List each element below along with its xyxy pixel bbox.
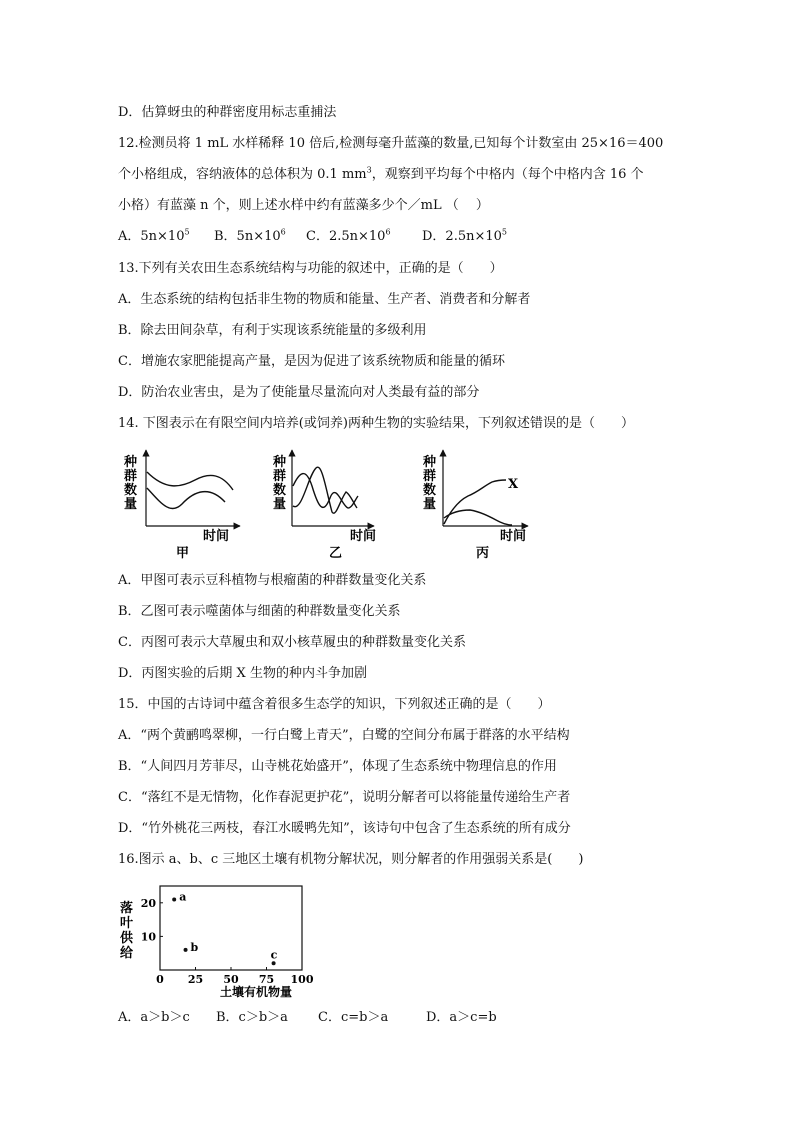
bing-curve-x-label: X: [508, 477, 519, 492]
q16-point-c: [272, 961, 276, 965]
q12-stem-line1: 12.检测员将 1 mL 水样稀释 10 倍后,检测每毫升蓝藻的数量,已知每个计数室由 25×16＝400: [118, 136, 664, 151]
q16-option-c: C．c=b＞a: [318, 1010, 389, 1025]
graph-bing: [422, 450, 528, 561]
q16-option-b: B．c＞b＞a: [216, 1010, 288, 1025]
jia-ylabel-2: 群: [124, 469, 138, 484]
q13-stem: 13.下列有关农田生态系统结构与功能的叙述中，正确的是（ ）: [118, 261, 503, 276]
q12-stem-line2: [118, 167, 644, 183]
q12-option-c: [306, 229, 422, 245]
q12-line2-sup: 3: [366, 165, 372, 175]
q16-ytick-label-1: 20: [140, 896, 156, 910]
q16-ytick-label-0: 10: [140, 930, 156, 944]
q12-option-b-base: B．5n×10: [214, 229, 281, 244]
jia-curve-lower: [147, 488, 225, 509]
q16-scatter-chart: [110, 882, 330, 1000]
yi-ylabel-1: 种: [273, 455, 287, 470]
graph-jia: [123, 450, 240, 561]
q16-options: [118, 1010, 497, 1026]
jia-ylabel-3: 数: [124, 483, 138, 498]
q16-ylabel-3: 供: [120, 931, 134, 946]
bing-ylabel-3: 数: [423, 483, 437, 498]
yi-ylabel-4: 量: [273, 497, 287, 512]
q14-option-c: C．丙图可表示大草履虫和双小核草履虫的种群数量变化关系: [118, 635, 466, 650]
q16-point-b: [184, 948, 188, 952]
q12-option-d-exp: 5: [501, 227, 507, 237]
q16-ylabel-4: 给: [120, 946, 134, 961]
q14-option-a: A．甲图可表示豆科植物与根瘤菌的种群数量变化关系: [118, 573, 427, 588]
jia-curve-upper: [147, 472, 233, 490]
yi-ylabel-2: 群: [273, 469, 287, 484]
yi-ylabel-3: 数: [273, 483, 287, 498]
q16-point-label-a: a: [179, 890, 187, 904]
q12-line2-part1: 个小格组成，容纳液体的总体积为 0.1 mm: [118, 167, 367, 182]
jia-xlabel: 时间: [203, 529, 230, 544]
bing-caption: 丙: [476, 546, 490, 561]
q16-point-label-b: b: [190, 940, 199, 954]
q16-ylabel-1: 落: [120, 901, 134, 916]
q15-stem: 15．中国的古诗词中蕴含着很多生态学的知识，下列叙述正确的是（ ）: [118, 697, 551, 712]
q15-option-b: B．“人间四月芳菲尽，山寺桃花始盛开”，体现了生态系统中物理信息的作用: [118, 759, 557, 774]
q13-option-a: A．生态系统的结构包括非生物的物质和能量、生产者、消费者和分解者: [118, 292, 531, 307]
q15-option-c: C．“落红不是无情物，化作春泥更护花”，说明分解者可以将能量传递给生产者: [118, 790, 571, 805]
bing-xlabel: 时间: [500, 529, 527, 544]
q16-option-d: D．a＞c=b: [426, 1010, 497, 1025]
q12-option-b-exp: 6: [280, 227, 286, 237]
q16-xtick-label-1: 25: [187, 973, 204, 986]
bing-ylabel-4: 量: [423, 497, 437, 512]
q13-option-b: B．除去田间杂草，有利于实现该系统能量的多级利用: [118, 323, 427, 338]
q14-stem: 14. 下图表示在有限空间内培养(或饲养)两种生物的实验结果，下列叙述错误的是（ ）: [118, 416, 634, 431]
q12-option-a-exp: 5: [184, 227, 190, 237]
yi-caption: 乙: [329, 546, 343, 561]
q16-xtick-label-3: 75: [258, 973, 275, 986]
q14-option-b: B．乙图可表示噬菌体与细菌的种群数量变化关系: [118, 604, 401, 619]
q13-option-c: C．增施农家肥能提高产量，是因为促进了该系统物质和能量的循环: [118, 354, 505, 369]
bing-curve-other: [444, 510, 512, 525]
jia-ylabel-4: 量: [124, 497, 138, 512]
bing-ylabel-1: 种: [423, 455, 437, 470]
q14-option-d: D．丙图实验的后期 X 生物的种内斗争加剧: [118, 666, 367, 681]
q12-option-c-exp: 6: [385, 227, 391, 237]
q16-xtick-label-4: 100: [290, 973, 314, 986]
q16-option-a: A．a＞b＞c: [118, 1010, 190, 1025]
q12-option-d-base: D．2.5n×10: [422, 229, 502, 244]
q12-options: [118, 229, 507, 245]
graph-yi: [272, 450, 376, 561]
bing-curve-x: [444, 480, 506, 524]
q12-option-a: [118, 229, 214, 245]
q11-option-d: D．估算蚜虫的种群密度用标志重捕法: [118, 105, 337, 120]
q16-point-label-c: c: [270, 948, 278, 962]
q12-line2-part2: ，观察到平均每个中格内（每个中格内含 16 个: [371, 167, 644, 182]
yi-curve-a: [293, 474, 358, 508]
q14-figure: [0, 446, 794, 566]
jia-caption: 甲: [176, 546, 190, 561]
q16-stem: 16.图示 a、b、c 三地区土壤有机物分解状况，则分解者的作用强弱关系是( ): [118, 852, 584, 867]
q16-xtick-label-0: 0: [156, 973, 164, 986]
q15-option-d: D．“竹外桃花三两枝，春江水暖鸭先知”，该诗句中包含了生态系统的所有成分: [118, 821, 571, 836]
q13-option-d: D．防治农业害虫，是为了使能量尽量流向对人类最有益的部分: [118, 385, 480, 400]
yi-xlabel: 时间: [350, 529, 377, 544]
q16-xtick-label-2: 50: [223, 973, 239, 986]
q12-option-a-base: A．5n×10: [118, 229, 185, 244]
q12-option-c-base: C．2.5n×10: [306, 229, 386, 244]
bing-ylabel-2: 群: [423, 469, 437, 484]
q12-stem-line3: 小格）有蓝藻 n 个，则上述水样中约有蓝藻多少个／mL （ ）: [118, 198, 489, 213]
q16-point-a: [172, 897, 176, 901]
q15-option-a: A．“两个黄鹂鸣翠柳，一行白鹭上青天”，白鹭的空间分布属于群落的水平结构: [118, 728, 570, 743]
q12-option-b: [214, 229, 306, 245]
jia-ylabel-1: 种: [124, 455, 138, 470]
q16-xlabel: 土壤有机物量: [220, 985, 293, 999]
q16-ylabel-2: 叶: [120, 916, 134, 931]
q12-option-d: [422, 229, 507, 245]
